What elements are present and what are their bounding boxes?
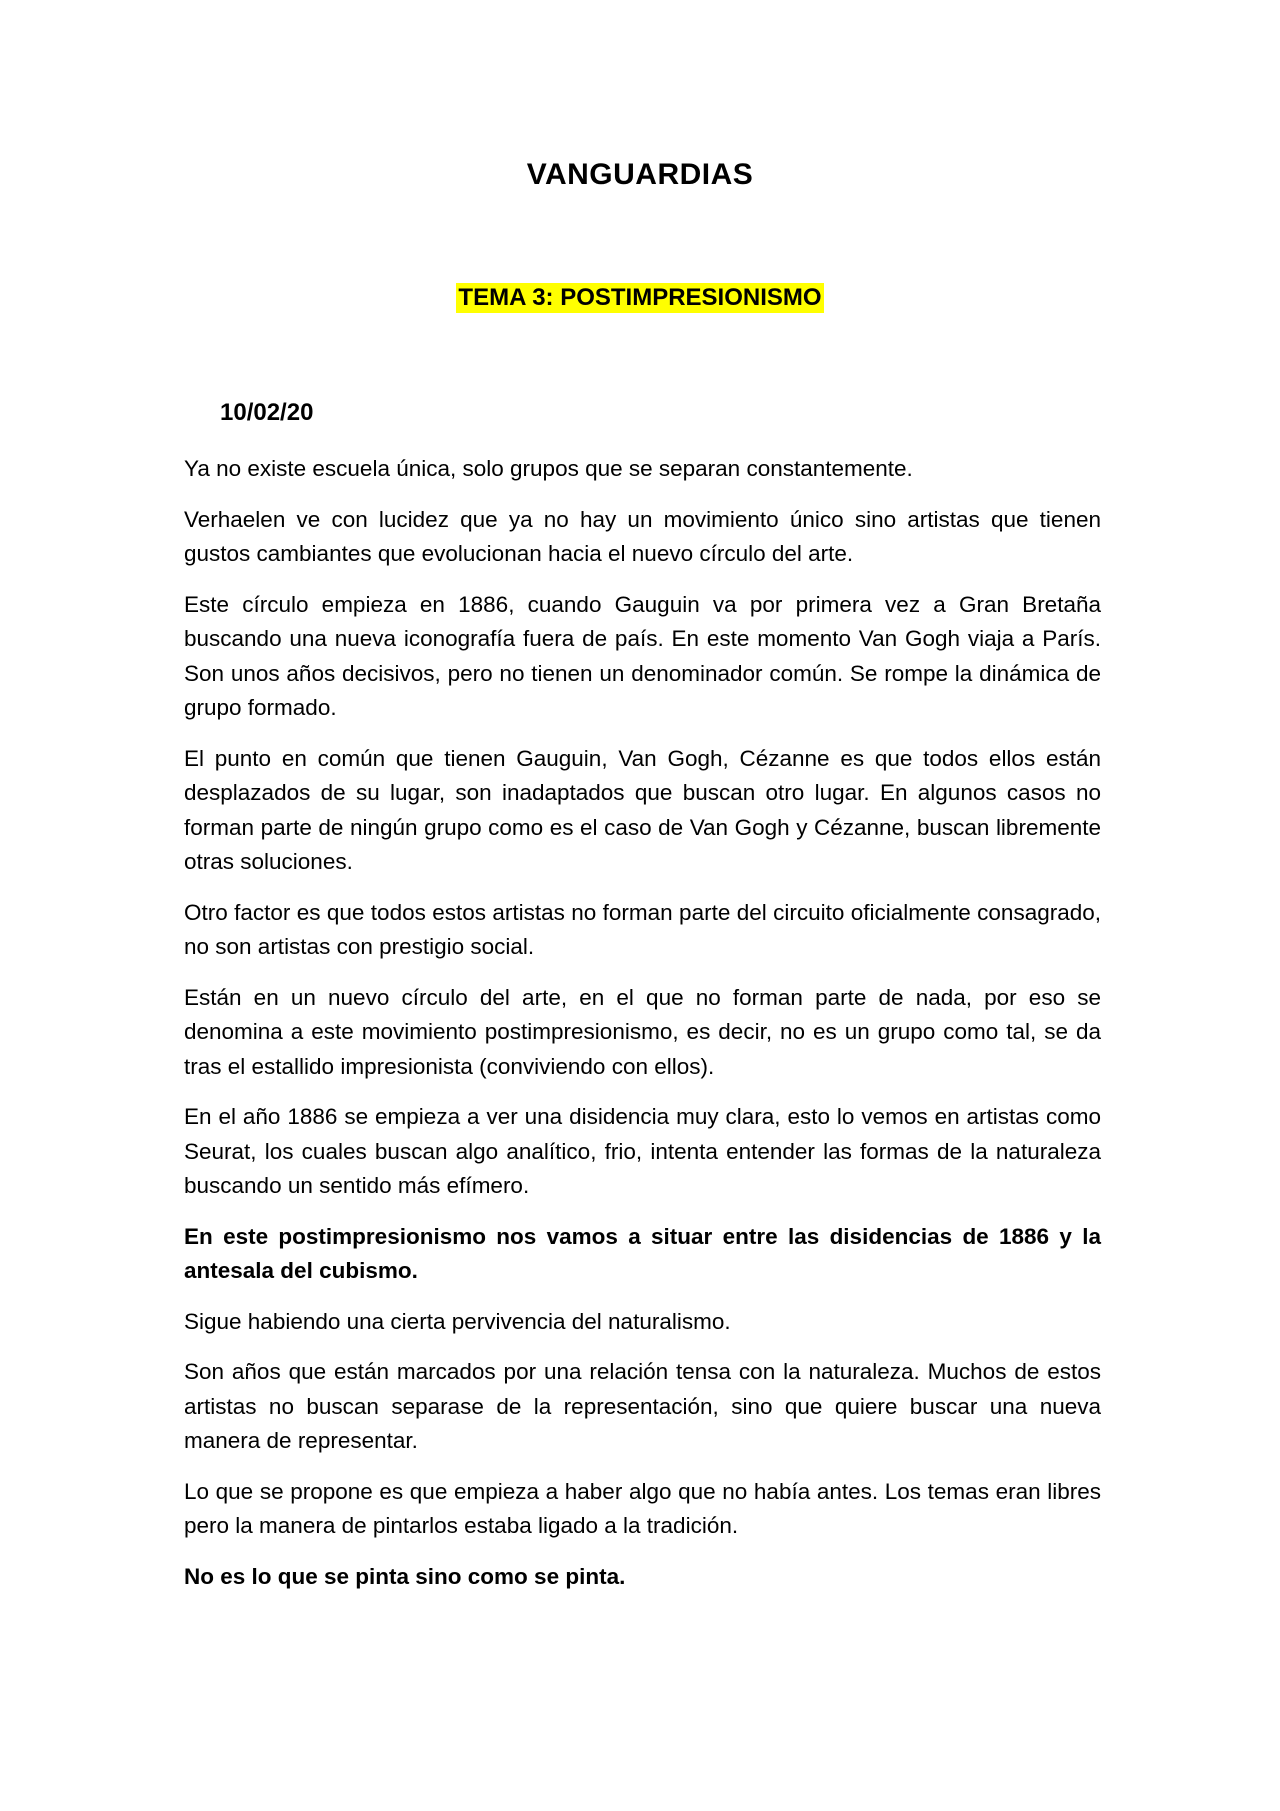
paragraph-2: Verhaelen ve con lucidez que ya no hay un movimiento único sino artistas que tienen gustos cambiantes que evolucionan hacia el nuevo círculo del arte. [184, 506, 1101, 566]
paragraph-10: Son años que están marcados por una relación tensa con la naturaleza. Muchos de estos artistas no buscan separase de la representación, sino que quiere buscar una nueva manera de representar. [184, 1359, 1101, 1453]
topic-heading: TEMA 3: POSTIMPRESIONISMO [458, 284, 822, 311]
document-body [184, 452, 1101, 1610]
paragraph-5: Otro factor es que todos estos artistas no forman parte del circuito oficialmente consagrado, no son artistas con prestigio social. [184, 899, 1101, 959]
paragraph-6: Están en un nuevo círculo del arte, en el que no forman parte de nada, por eso se denomina a este movimiento postimpresionismo, es decir, no es un grupo como tal, se da tras el estallido impresionista (conviviendo con ellos). [184, 984, 1101, 1079]
topic-heading-wrapper [0, 283, 1280, 313]
paragraph-1: Ya no existe escuela única, solo grupos que se separan constantemente. [184, 456, 913, 481]
paragraph-11: Lo que se propone es que empieza a haber algo que no había antes. Los temas eran libres pero la manera de pintarlos estaba ligado a la tradición. [184, 1478, 1101, 1538]
paragraph-8-bold: En este postimpresionismo nos vamos a situar entre las disidencias de 1886 y la antesala del cubismo. [184, 1223, 1101, 1283]
paragraph-12-bold: No es lo que se pinta sino como se pinta. [184, 1563, 626, 1589]
document-title: VANGUARDIAS [526, 158, 754, 191]
date-heading: 10/02/20 [220, 399, 314, 426]
paragraph-4: El punto en común que tienen Gauguin, Van Gogh, Cézanne es que todos ellos están desplazados de su lugar, son inadaptados que buscan otro lugar. En algunos casos no forman parte de ningún grupo como es el caso de Van Gogh y Cézanne, buscan libremente otras soluciones. [184, 745, 1101, 874]
paragraph-7: En el año 1886 se empieza a ver una disidencia muy clara, esto lo vemos en artistas como Seurat, los cuales buscan algo analítico, frio, intenta entender las formas de la naturaleza buscando un sentido más efímero. [184, 1104, 1101, 1198]
paragraph-9: Sigue habiendo una cierta pervivencia del naturalismo. [184, 1308, 731, 1334]
paragraph-3: Este círculo empieza en 1886, cuando Gauguin va por primera vez a Gran Bretaña buscando una nueva iconografía fuera de país. En este momento Van Gogh viaja a París. Son unos años decisivos, pero no tienen un denominador común. Se rompe la dinámica de grupo formado. [184, 591, 1101, 720]
